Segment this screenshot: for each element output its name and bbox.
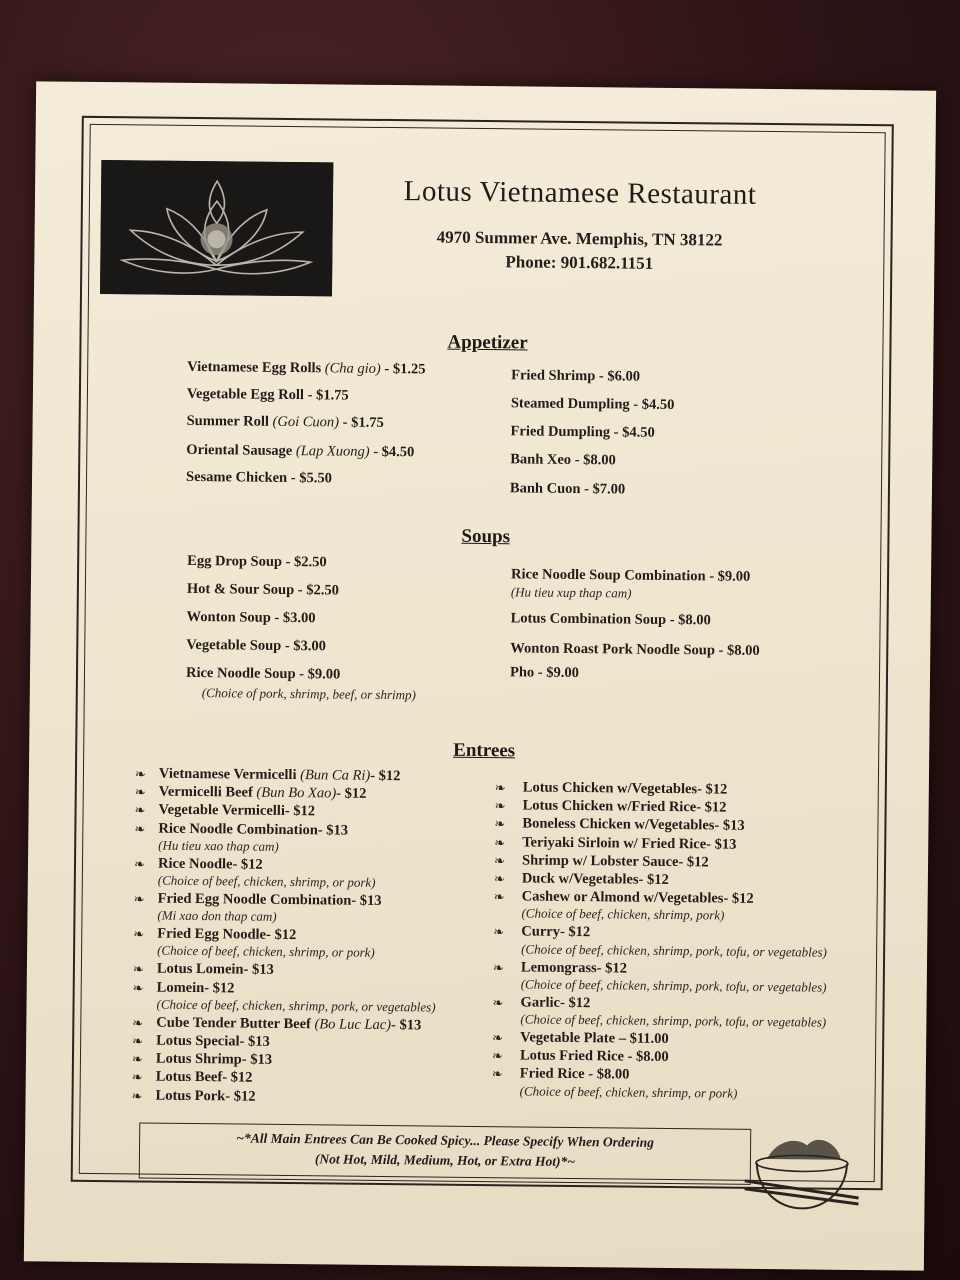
soup-item: Vegetable Soup - $3.00 [186, 636, 327, 655]
decorative-bullet-icon: ❧ [132, 961, 144, 977]
restaurant-address: 4970 Summer Ave. Memphis, TN 38122 [436, 227, 723, 250]
lotus-flower-icon [100, 160, 333, 296]
entree-item: Lotus Beef- $12 [155, 1069, 253, 1087]
entree-item: Lomein- $12 [156, 979, 235, 997]
soup-item: Wonton Roast Pork Noodle Soup - $8.00 [510, 640, 760, 659]
entree-item-note: (Mi xao don thap cam) [157, 907, 277, 925]
appetizer-item: Sesame Chicken - $5.50 [185, 468, 332, 487]
entree-item: Vegetable Plate – $11.00 [520, 1029, 669, 1047]
spicy-note-line1: ~*All Main Entrees Can Be Cooked Spicy... Please Specify When Ordering [236, 1130, 654, 1150]
entree-item: Teriyaki Sirloin w/ Fried Rice- $13 [522, 834, 737, 853]
decorative-bullet-icon: ❧ [133, 891, 145, 907]
entree-item: Lotus Shrimp- $13 [155, 1050, 273, 1069]
soup-item: Pho - $9.00 [509, 664, 580, 682]
appetizer-item: Vietnamese Egg Rolls (Cha gio) - $1.25 [187, 358, 426, 378]
appetizer-item: Banh Xeo - $8.00 [510, 451, 616, 469]
spicy-note-line2: (Not Hot, Mild, Medium, Hot, or Extra Hot)*~ [314, 1151, 576, 1170]
restaurant-address-block [324, 224, 834, 277]
entree-item: Lotus Fried Rice - $8.00 [519, 1047, 669, 1066]
decorative-bullet-icon: ❧ [131, 1051, 143, 1067]
entree-item: Fried Rice - $8.00 [519, 1065, 630, 1083]
entree-item: Lotus Lomein- $13 [156, 961, 274, 979]
decorative-bullet-icon: ❧ [494, 816, 506, 832]
entree-item-note: (Choice of beef, chicken, shrimp, pork, tofu, or vegetables) [520, 976, 827, 995]
entree-item: Lemongrass- $12 [520, 959, 627, 977]
entrees-heading: Entrees [453, 739, 516, 762]
entree-item: Lotus Chicken w/Vegetables- $12 [522, 779, 728, 798]
decorative-bullet-icon: ❧ [131, 1087, 143, 1104]
decorative-bullet-icon: ❧ [491, 1066, 503, 1082]
entree-item: Rice Noodle- $12 [157, 855, 263, 873]
entree-item-note: (Choice of beef, chicken, shrimp, or pork) [519, 1083, 738, 1101]
entree-item: Lotus Pork- $12 [155, 1087, 256, 1105]
appetizer-item: Fried Dumpling - $4.50 [510, 423, 655, 441]
noodle-bowl-chopsticks-icon [736, 1119, 867, 1210]
entree-item: Rice Noodle Combination- $13 [158, 820, 349, 839]
decorative-bullet-icon: ❧ [493, 889, 505, 905]
spicy-note-box [139, 1122, 752, 1184]
entree-item: Curry- $12 [521, 923, 591, 941]
entree-item-note: (Choice of beef, chicken, shrimp, or pork) [157, 872, 376, 890]
restaurant-phone: Phone: 901.682.1151 [505, 252, 654, 273]
soup-item-note: (Hu tieu xup thap cam) [510, 584, 632, 601]
soup-item: Rice Noodle Soup - $9.00 [185, 664, 341, 683]
appetizer-item: Oriental Sausage (Lap Xuong) - $4.50 [186, 441, 415, 461]
decorative-bullet-icon: ❧ [494, 798, 506, 814]
decorative-bullet-icon: ❧ [492, 994, 504, 1011]
decorative-bullet-icon: ❧ [493, 871, 505, 887]
decorative-bullet-icon: ❧ [494, 780, 506, 796]
soups-heading: Soups [461, 525, 511, 548]
decorative-bullet-icon: ❧ [493, 924, 505, 940]
soup-item: Wonton Soup - $3.00 [186, 608, 316, 627]
decorative-bullet-icon: ❧ [131, 1069, 143, 1085]
soup-item: Lotus Combination Soup - $8.00 [510, 610, 711, 629]
entree-item: Cube Tender Butter Beef (Bo Luc Lac)- $13 [156, 1014, 422, 1034]
entree-item: Vermicelli Beef (Bun Bo Xao)- $12 [158, 783, 367, 803]
entree-item: Fried Egg Noodle- $12 [157, 925, 297, 944]
entree-item: Fried Egg Noodle Combination- $13 [157, 890, 382, 909]
entree-item: Boneless Chicken w/Vegetables- $13 [522, 815, 745, 835]
decorative-bullet-icon: ❧ [134, 802, 146, 818]
decorative-bullet-icon: ❧ [134, 766, 146, 782]
decorative-bullet-icon: ❧ [134, 820, 146, 837]
entree-item-note: (Choice of beef, chicken, shrimp, pork) [521, 905, 725, 923]
entree-item-note: (Choice of beef, chicken, shrimp, or pork) [157, 943, 375, 961]
appetizer-heading: Appetizer [447, 331, 528, 354]
restaurant-title: Lotus Vietnamese Restaurant [403, 175, 757, 211]
entree-item: Vietnamese Vermicelli (Bun Ca Ri)- $12 [158, 765, 401, 785]
entree-item: Duck w/Vegetables- $12 [521, 870, 669, 888]
appetizer-item: Banh Cuon - $7.00 [509, 480, 626, 498]
appetizer-item: Vegetable Egg Roll - $1.75 [186, 385, 349, 404]
decorative-bullet-icon: ❧ [492, 959, 504, 975]
appetizer-item: Summer Roll (Goi Cuon) - $1.75 [186, 412, 384, 431]
entree-item: Lotus Special- $13 [156, 1032, 270, 1050]
soup-item: Egg Drop Soup - $2.50 [187, 552, 327, 571]
decorative-bullet-icon: ❧ [132, 979, 144, 996]
decorative-bullet-icon: ❧ [494, 834, 506, 850]
decorative-bullet-icon: ❧ [132, 1015, 144, 1031]
entree-item-note: (Choice of beef, chicken, shrimp, pork, tofu, or vegetables) [521, 941, 827, 960]
soup-item-note: (Choice of pork, shrimp, beef, or shrimp) [201, 685, 417, 703]
menu-paper [24, 81, 936, 1270]
decorative-bullet-icon: ❧ [491, 1048, 504, 1064]
soup-item: Hot & Sour Soup - $2.50 [186, 580, 340, 599]
decorative-bullet-icon: ❧ [132, 1033, 144, 1049]
entree-item: Shrimp w/ Lobster Sauce- $12 [521, 852, 709, 871]
entree-item: Vegetable Vermicelli- $12 [158, 802, 316, 820]
soup-item: Rice Noodle Soup Combination - $9.00 [510, 566, 751, 585]
appetizer-item: Steamed Dumpling - $4.50 [510, 395, 675, 414]
decorative-bullet-icon: ❧ [493, 852, 506, 869]
entree-item: Lotus Chicken w/Fried Rice- $12 [522, 797, 727, 816]
entree-item: Cashew or Almond w/Vegetables- $12 [521, 888, 754, 908]
entree-item: Garlic- $12 [520, 994, 591, 1011]
decorative-bullet-icon: ❧ [492, 1030, 504, 1046]
entree-item-note: (Choice of beef, chicken, shrimp, pork, tofu, or vegetables) [520, 1011, 827, 1030]
decorative-bullet-icon: ❧ [133, 926, 145, 942]
entree-item-note: (Choice of beef, chicken, shrimp, pork, or vegetables) [156, 996, 436, 1015]
appetizer-item: Fried Shrimp - $6.00 [511, 367, 641, 385]
entree-item-note: (Hu tieu xao thap cam) [158, 837, 279, 854]
decorative-bullet-icon: ❧ [133, 856, 145, 872]
decorative-bullet-icon: ❧ [134, 784, 146, 800]
